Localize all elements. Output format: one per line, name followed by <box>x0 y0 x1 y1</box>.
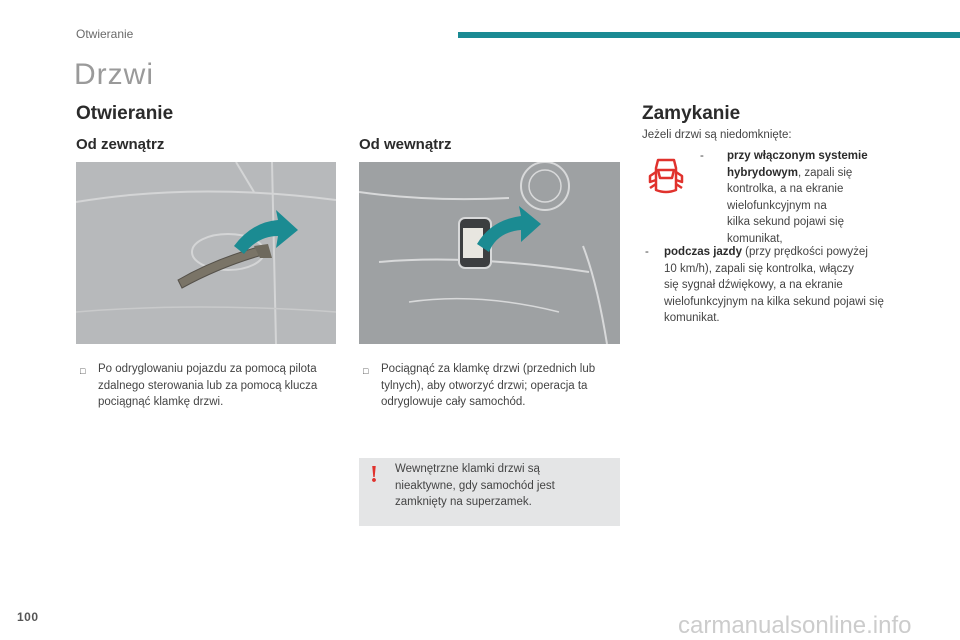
outside-handle-photo <box>76 162 336 344</box>
inside-handle-photo <box>359 162 620 344</box>
door-open-warning-icon <box>648 156 684 196</box>
warning-text: Wewnętrzne klamki drzwi są nieaktywne, gdy samochód jest zamknięty na superzamek. <box>395 463 555 508</box>
section-label: Otwieranie <box>76 27 134 41</box>
item1-dash: - <box>700 150 704 162</box>
outside-heading: Od zewnątrz <box>76 136 165 153</box>
item2-text: podczas jazdy (przy prędkości powyżej 10 km/h), zapali się kontrolka, włączy się sygnał dźwiękowy, a na ekranie wielofunkcyjnym na kilka sekund pojawi się komunikat. <box>664 246 884 324</box>
closing-heading: Zamykanie <box>642 103 741 124</box>
warning-icon: ! <box>370 462 378 488</box>
closing-intro: Jeżeli drzwi są niedomknięte: <box>642 129 792 141</box>
checkbox-bullet-icon: □ <box>363 366 369 376</box>
inside-heading: Od wewnątrz <box>359 136 452 153</box>
opening-heading: Otwieranie <box>76 103 174 124</box>
page-number: 100 <box>17 610 39 624</box>
checkbox-bullet-icon: □ <box>80 366 86 376</box>
watermark: carmanualsonline.info <box>678 612 912 639</box>
header-accent-bar <box>458 32 960 38</box>
outside-instruction: Po odryglowaniu pojazdu za pomocą pilota zdalnego sterowania lub za pomocą klucza pociągnąć klamkę drzwi. <box>98 363 318 408</box>
item2-dash: - <box>645 246 649 258</box>
item1-text: przy włączonym systemie hybrydowym, zapali się kontrolka, a na ekranie wielofunkcyjnym na kilka sekund pojawi się komunikat, <box>727 150 868 245</box>
inside-instruction: Pociągnąć za klamkę drzwi (przednich lub tylnych), aby otworzyć drzwi; operacja ta odryglowuje cały samochód. <box>381 363 596 408</box>
page-title: Drzwi <box>74 58 154 91</box>
